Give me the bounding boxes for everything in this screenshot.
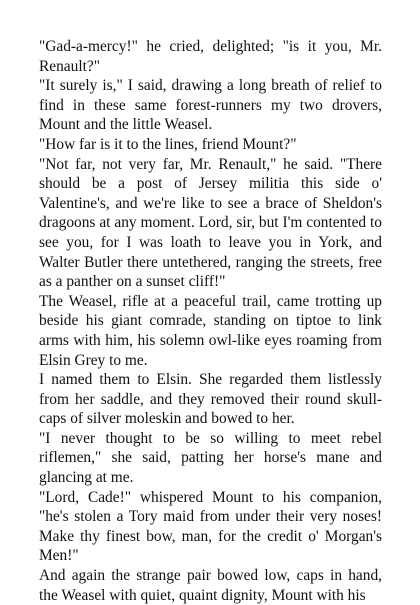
paragraph-2: "It surely is," I said, drawing a long breath of relief to find in these same forest-runners my two drovers, Mount and the little Weasel. [39, 77, 382, 134]
paragraph-6: I named them to Elsin. She regarded them listlessly from her saddle, and they removed their round skull-caps of silver moleskin and bowed to her. [39, 371, 382, 428]
paragraph-7: "I never thought to be so willing to meet rebel riflemen," she said, patting her horse's mane and glancing at me. [39, 429, 382, 487]
paragraph-8: "Lord, Cade!" whispered Mount to his companion, "he's stolen a Tory maid from under their very noses! Make thy finest bow, man, for the credit o' Morgan's Men!" [39, 488, 382, 565]
paragraph-1: "Gad-a-mercy!" he cried, delighted; "is it you, Mr. Renault?" [39, 38, 382, 75]
paragraph-3: "How far is it to the lines, friend Mount?" [39, 135, 297, 153]
paragraph-5: The Weasel, rifle at a peaceful trail, came trotting up beside his giant comrade, standing on tiptoe to link arms with him, his solemn owl-like eyes roaming from Elsin Grey to me. [39, 292, 382, 369]
paragraph-9: And again the strange pair bowed low, caps in hand, the Weasel with quiet, quaint dignity, Mount with his [39, 567, 382, 604]
paragraph-4: "Not far, not very far, Mr. Renault," he said. "There should be a post of Jersey militia this side o' Valentine's, and we're like to see a brace of Sheldon's dragoons at any moment. Lord, sir, but I'm contented to see you, for I was loath to leave you in York, and Walter Butler there untethered, ranging the streets, free as a panther on a sunset cliff!" [39, 155, 382, 291]
page-text-body [39, 37, 382, 605]
